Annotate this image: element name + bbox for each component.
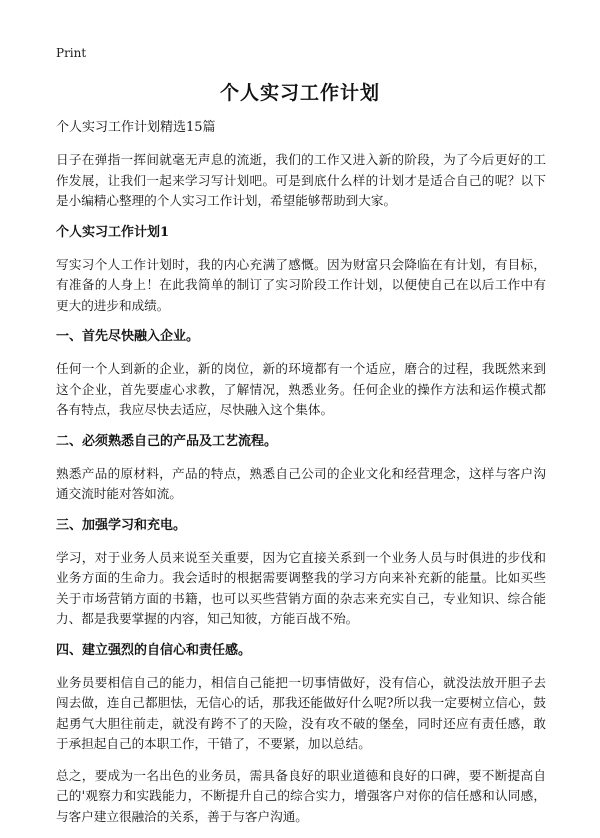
item-body-1: 任何一个人到新的企业，新的岗位，新的环境都有一个适应，磨合的过程，我既然来到这个企业，首先要虚心求教，了解情况，熟悉业务。任何企业的操作方法和运作模式都各有特点，我应尽快去适应，尽快融入这个集体。 — [56, 361, 546, 417]
item-body-2: 熟悉产品的原材料，产品的特点，熟悉自己公司的企业文化和经营理念，这样与客户沟通交流时能对答如流。 — [56, 465, 546, 501]
print-link[interactable]: Print — [56, 46, 87, 60]
item-heading-3: 三、加强学习和充电。 — [56, 517, 187, 533]
document-body — [56, 118, 546, 838]
page-title: 个人实习工作计划 — [219, 82, 380, 104]
item-heading-1: 一、首先尽快融入企业。 — [56, 329, 200, 344]
item-heading-2: 二、必须熟悉自己的产品及工艺流程。 — [56, 433, 278, 449]
section-intro-paragraph: 写实习个人工作计划时，我的内心充满了感慨。因为财富只会降临在有计划，有目标，有准备的人身上！在此我简单的制订了实习阶段工作计划，以便使自己在以后工作中有更大的进步和成绩。 — [56, 256, 546, 313]
section-title: 个人实习工作计划1 — [56, 224, 170, 240]
subtitle: 个人实习工作计划精选15篇 — [56, 120, 216, 135]
item-body-4: 业务员要相信自己的能力，相信自己能把一切事情做好，没有信心，就没法放开胆子去闯去做，连自己都胆怯，无信心的话，那我还能做好什么呢?所以我一定要树立信心，鼓起勇气大胆往前走，就没有跨不了的天险，没有攻不破的堡垒，同时还应有责任感，敢于承担起自己的本职工作，干错了，不要紧，加以总结。 — [56, 674, 546, 751]
intro-paragraph: 日子在弹指一挥间就毫无声息的流逝，我们的工作又进入新的阶段，为了今后更好的工作发展，让我们一起来学习写计划吧。可是到底什么样的计划才是适合自己的呢？以下是小编精心整理的个人实习工作计划，希望能够帮助到大家。 — [56, 152, 546, 208]
item-heading-4: 四、建立强烈的自信心和责任感。 — [56, 642, 252, 658]
item-body-3: 学习，对于业务人员来说至关重要，因为它直接关系到一个业务人员与时俱进的步伐和业务方面的生命力。我会适时的根据需要调整我的学习方向来补充新的能量。比如买些关于市场营销方面的书籍，也可以买些营销方面的杂志来充实自己，专业知识、综合能力、都是我要掌握的内容，知己知彼，方能百战不殆。 — [56, 549, 546, 626]
conclusion-paragraph: 总之，要成为一名出色的业务员，需具备良好的职业道德和良好的口碑，要不断提高自己的'观察力和实践能力，不断提升自己的综合实力，增强客户对你的信任感和认同感，与客户建立很融洽的关系，善于与客户沟通。 — [56, 767, 546, 824]
